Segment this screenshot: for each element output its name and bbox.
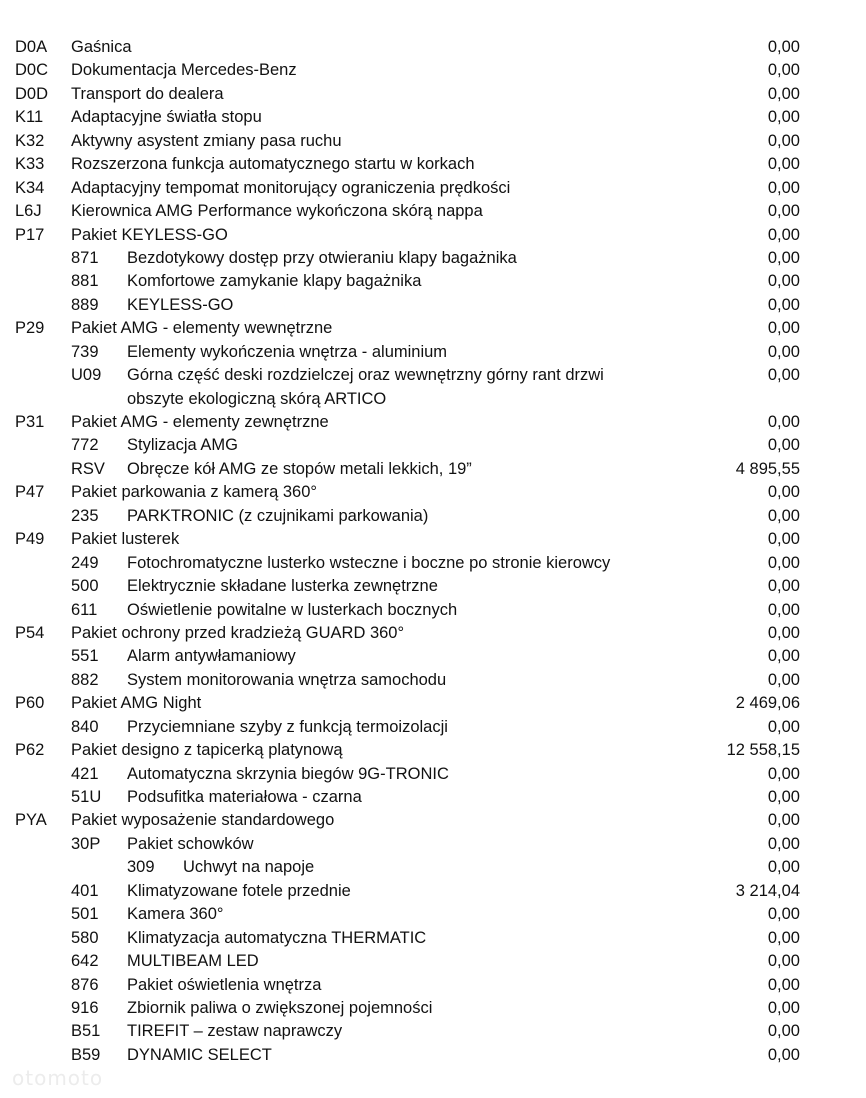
list-item [0,177,866,200]
option-description: PARKTRONIC (z czujnikami parkowania) [127,506,429,525]
option-code: P49 [15,530,45,549]
option-description: Fotochromatyczne lusterko wsteczne i boczne po stronie kierowcy [127,553,611,572]
list-item [0,692,866,715]
option-price: 0,00 [767,577,800,596]
option-code: 916 [71,998,99,1017]
list-item [0,411,866,434]
option-price: 0,00 [767,1022,800,1041]
option-description: Kamera 360° [127,905,224,924]
option-code: 500 [71,577,99,596]
list-item [0,528,866,551]
list-item [0,809,866,832]
equipment-list [0,36,866,1067]
list-item [0,786,866,809]
option-price: 4 895,55 [735,459,800,478]
list-item [0,200,866,223]
option-description: KEYLESS-GO [127,295,234,314]
option-code: 876 [71,975,99,994]
list-item [0,739,866,762]
option-code: P17 [15,225,45,244]
option-price: 0,00 [767,61,800,80]
option-code: 611 [71,600,98,619]
option-price: 0,00 [767,647,800,666]
option-code: P31 [15,413,45,432]
option-price: 0,00 [767,178,800,197]
option-description: Pakiet oświetlenia wnętrza [127,975,322,994]
option-code: 580 [71,928,99,947]
list-item [0,903,866,926]
option-description: Pakiet AMG - elementy wewnętrzne [71,319,333,338]
option-price: 0,00 [767,483,800,502]
option-code: 840 [71,717,99,736]
list-item [0,974,866,997]
list-item [0,669,866,692]
option-code: D0A [15,38,48,56]
option-code: K34 [15,178,45,197]
option-code: 882 [71,670,99,689]
option-price: 0,00 [767,248,800,267]
option-code: 421 [71,764,99,783]
option-code: 772 [71,436,99,455]
list-item [0,716,866,739]
option-description: Pakiet AMG - elementy zewnętrzne [71,413,329,432]
list-item [0,458,866,481]
option-code: B51 [71,1022,101,1041]
option-price: 0,00 [767,436,800,455]
option-description: TIREFIT – zestaw naprawczy [127,1022,343,1041]
list-item [0,224,866,247]
option-description: Gaśnica [71,38,132,56]
option-price: 0,00 [767,530,800,549]
list-item [0,270,866,293]
option-description: Aktywny asystent zmiany pasa ruchu [71,131,342,150]
option-code: K33 [15,155,45,174]
option-description: System monitorowania wnętrza samochodu [127,670,447,689]
option-code: 51U [71,788,102,807]
option-description: Transport do dealera [71,84,224,103]
option-price: 0,00 [767,905,800,924]
option-price: 0,00 [767,670,800,689]
option-description: Elementy wykończenia wnętrza - aluminium [127,342,448,361]
list-item [0,294,866,317]
option-code: 309 [127,858,155,877]
option-code: 642 [71,952,99,971]
option-description: Elektrycznie składane lusterka zewnętrzne [127,577,438,596]
option-code: P60 [15,694,45,713]
option-description: Stylizacja AMG [127,436,238,455]
option-code: 501 [71,905,99,924]
option-code: D0D [15,84,49,103]
option-price: 0,00 [767,764,800,783]
option-description: Oświetlenie powitalne w lusterkach bocznych [127,600,458,619]
list-item [0,341,866,364]
option-price: 0,00 [767,366,800,385]
list-item [0,247,866,270]
option-code: 30P [71,834,101,853]
option-description: MULTIBEAM LED [127,952,259,971]
option-price: 2 469,06 [735,694,800,713]
option-description: Rozszerzona funkcja automatycznego startu w korkach [71,155,475,174]
option-description: Alarm antywłamaniowy [127,647,296,666]
option-price: 0,00 [767,84,800,103]
option-description: Pakiet wyposażenie standardowego [71,811,335,830]
option-description: Pakiet designo z tapicerką platynową [71,741,343,760]
list-item [0,880,866,903]
option-description: Klimatyzacja automatyczna THERMATIC [127,928,427,947]
list-item [0,36,866,59]
list-item [0,364,866,411]
option-price: 0,00 [767,788,800,807]
option-description: Uchwyt na napoje [183,858,315,877]
option-description: Adaptacyjne światła stopu [71,108,262,127]
option-description: DYNAMIC SELECT [127,1045,272,1064]
watermark-logo: otomoto [12,1066,104,1090]
list-item [0,763,866,786]
list-item [0,434,866,457]
option-description: Dokumentacja Mercedes-Benz [71,61,297,80]
option-description: Zbiornik paliwa o zwiększonej pojemności [127,998,433,1017]
option-price: 0,00 [767,506,800,525]
option-price: 0,00 [767,553,800,572]
option-description: Pakiet ochrony przed kradzieżą GUARD 360° [71,623,405,642]
option-code: P29 [15,319,45,338]
list-item [0,59,866,82]
option-description: Adaptacyjny tempomat monitorujący ograniczenia prędkości [71,178,511,197]
option-price: 0,00 [767,295,800,314]
option-price: 0,00 [767,272,800,291]
option-price: 0,00 [767,131,800,150]
option-price: 0,00 [767,858,800,877]
option-description: Podsufitka materiałowa - czarna [127,788,362,807]
option-description: Pakiet KEYLESS-GO [71,225,228,244]
list-item [0,552,866,575]
option-description: Bezdotykowy dostęp przy otwieraniu klapy bagażnika [127,248,517,267]
option-price: 0,00 [767,623,800,642]
option-price: 0,00 [767,155,800,174]
list-item [0,481,866,504]
option-price: 0,00 [767,717,800,736]
list-item [0,575,866,598]
option-description: Górna część deski rozdzielczej oraz wewnętrzny górny rant drzwi obszyte ekologiczną skórą ARTICO [127,366,604,408]
option-price: 0,00 [767,38,800,56]
option-description: Automatyczna skrzynia biegów 9G-TRONIC [127,764,449,783]
list-item [0,505,866,528]
option-description: Obręcze kół AMG ze stopów metali lekkich, 19” [127,459,472,478]
list-item [0,1044,866,1067]
option-code: L6J [15,202,42,221]
option-price: 0,00 [767,998,800,1017]
option-description: Pakiet parkowania z kamerą 360° [71,483,317,502]
option-description: Pakiet lusterek [71,530,180,549]
option-code: D0C [15,61,49,80]
option-description: Klimatyzowane fotele przednie [127,881,351,900]
option-price: 0,00 [767,1045,800,1064]
option-description: Pakiet AMG Night [71,694,202,713]
option-description: Przyciemniane szyby z funkcją termoizolacji [127,717,448,736]
list-item [0,997,866,1020]
option-price: 0,00 [767,202,800,221]
option-code: B59 [71,1045,101,1064]
option-price: 0,00 [767,225,800,244]
option-description: Kierownica AMG Performance wykończona skórą nappa [71,202,483,221]
option-price: 0,00 [767,928,800,947]
option-description: Komfortowe zamykanie klapy bagażnika [127,272,422,291]
option-code: P54 [15,623,45,642]
option-code: K11 [15,108,44,127]
option-code: 889 [71,295,99,314]
list-item [0,927,866,950]
option-price: 0,00 [767,811,800,830]
option-code: 401 [71,881,99,900]
list-item [0,130,866,153]
option-code: 739 [71,342,99,361]
option-code: 551 [71,647,99,666]
option-code: RSV [71,459,105,478]
option-code: P62 [15,741,45,760]
list-item [0,1020,866,1043]
option-price: 0,00 [767,342,800,361]
option-price: 3 214,04 [735,881,800,900]
list-item [0,106,866,129]
option-code: PYA [15,811,47,830]
list-item [0,950,866,973]
option-code: 871 [71,248,99,267]
option-price: 0,00 [767,952,800,971]
list-item [0,622,866,645]
option-price: 0,00 [767,834,800,853]
option-price: 12 558,15 [726,741,800,760]
list-item [0,645,866,668]
option-price: 0,00 [767,975,800,994]
option-price: 0,00 [767,413,800,432]
option-code: 881 [71,272,99,291]
option-code: U09 [71,366,102,385]
list-item [0,153,866,176]
list-item [0,317,866,340]
list-item [0,833,866,856]
list-item [0,83,866,106]
list-item [0,599,866,622]
option-price: 0,00 [767,319,800,338]
option-description: Pakiet schowków [127,834,254,853]
option-price: 0,00 [767,600,800,619]
option-code: P47 [15,483,45,502]
option-code: 249 [71,553,99,572]
option-code: K32 [15,131,45,150]
option-price: 0,00 [767,108,800,127]
option-code: 235 [71,506,99,525]
list-item [0,856,866,879]
